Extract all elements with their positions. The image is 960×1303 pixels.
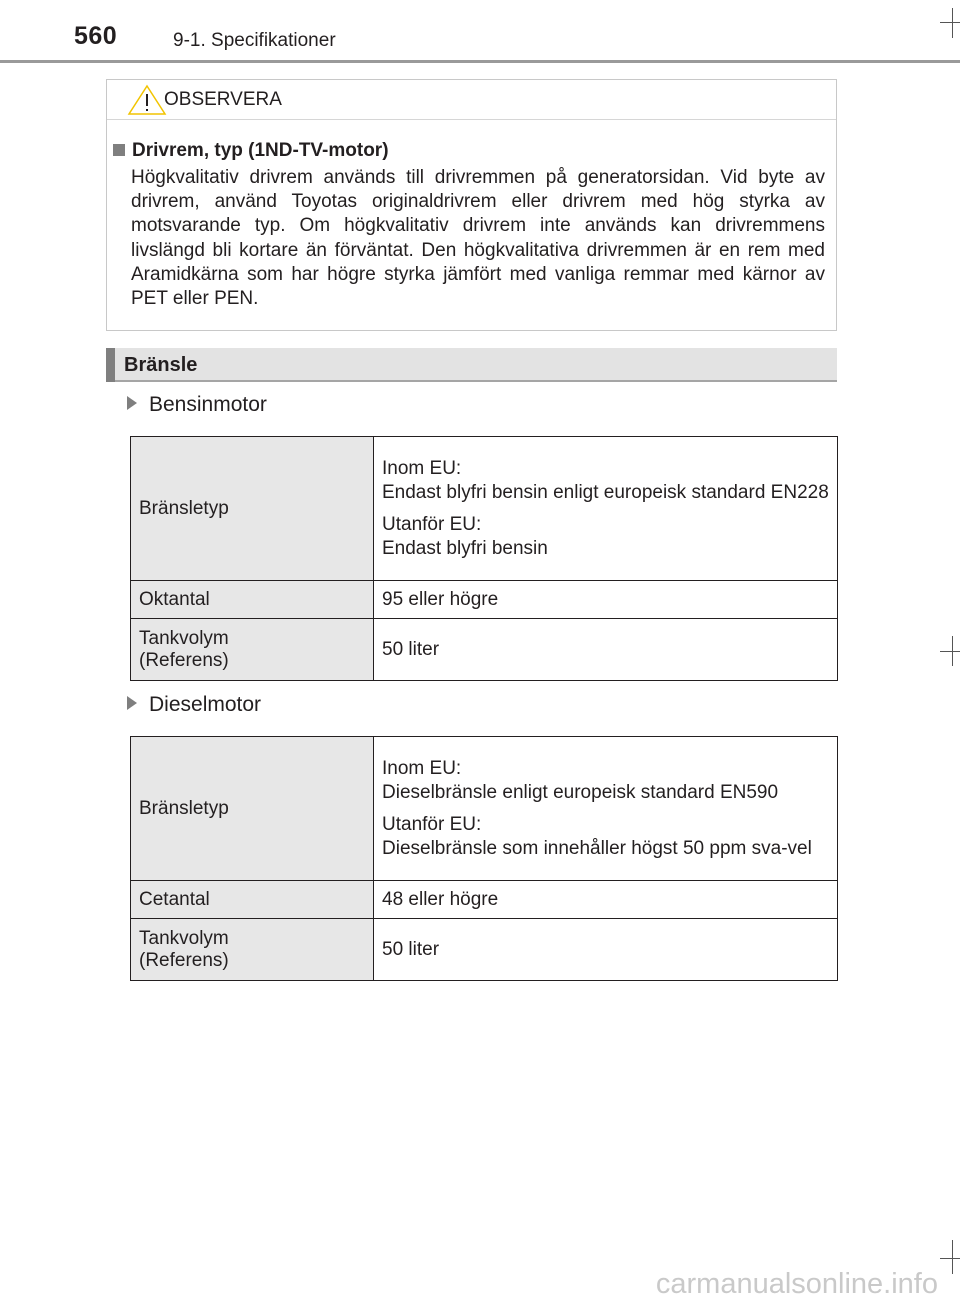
table-value: 50 liter xyxy=(374,619,838,681)
table-value xyxy=(374,437,838,581)
table-row xyxy=(131,737,838,881)
table-value: 95 eller högre xyxy=(374,581,838,619)
value-line: Dieselbränsle enligt europeisk standard EN590 xyxy=(382,781,779,803)
value-line: Endast blyfri bensin enligt europeisk standard EN228 xyxy=(382,481,829,503)
crop-mark xyxy=(940,22,960,23)
header-rule xyxy=(0,60,960,63)
value-line: Dieselbränsle som innehåller högst 50 ppm sva-vel xyxy=(382,837,812,859)
value-line: Inom EU: xyxy=(382,757,462,779)
value-line: Endast blyfri bensin xyxy=(382,537,548,559)
caution-box xyxy=(106,79,837,331)
table-row xyxy=(131,437,838,581)
subheading-diesel xyxy=(127,693,261,717)
table-row xyxy=(131,919,838,981)
value-line: Utanför EU: xyxy=(382,813,482,835)
table-value: 48 eller högre xyxy=(374,881,838,919)
section-title: 9-1. Specifikationer xyxy=(173,30,336,51)
subheading-petrol xyxy=(127,393,267,417)
subheading-diesel-text: Dieselmotor xyxy=(149,693,262,716)
subheading-petrol-text: Bensinmotor xyxy=(149,393,267,416)
table-key: Bränsletyp xyxy=(131,437,374,581)
page-header xyxy=(0,0,960,64)
table-row xyxy=(131,581,838,619)
triangle-bullet-icon xyxy=(127,696,137,710)
table-key: Tankvolym (Referens) xyxy=(131,619,374,681)
section-band xyxy=(106,348,837,382)
page-number: 560 xyxy=(74,22,118,50)
crop-mark xyxy=(940,651,960,652)
petrol-spec-table xyxy=(130,436,838,681)
band-accent xyxy=(106,348,115,382)
table-value: 50 liter xyxy=(374,919,838,981)
table-key: Cetantal xyxy=(131,881,374,919)
table-key: Bränsletyp xyxy=(131,737,374,881)
table-key: Oktantal xyxy=(131,581,374,619)
warning-triangle-icon xyxy=(127,84,167,116)
table-key: Tankvolym (Referens) xyxy=(131,919,374,981)
triangle-bullet-icon xyxy=(127,396,137,410)
table-value xyxy=(374,737,838,881)
caution-subtitle-text: Drivrem, typ (1ND-TV-motor) xyxy=(132,140,389,161)
table-row xyxy=(131,881,838,919)
table-row xyxy=(131,619,838,681)
caution-title: OBSERVERA xyxy=(164,89,282,110)
square-bullet-icon xyxy=(113,144,125,156)
value-line: Utanför EU: xyxy=(382,513,482,535)
caution-text: Högkvalitativ drivrem används till drivremmen på generatorsidan. Vid byte av drivrem, använd Toyotas originaldrivrem eller drivrem med hög styrka av motsvarande typ. Om högkvalitativ drivrem inte används kan drivremmens livslängd bli kortare än förväntat. Den högkvalitativa drivremmen är en rem med Aramidkärna som har högre styrka jämfört med vanliga remmar med kärnor av PET eller PEN. xyxy=(131,167,825,310)
diesel-spec-table xyxy=(130,736,838,981)
watermark: carmanualsonline.info xyxy=(655,1268,938,1300)
crop-mark xyxy=(952,1240,953,1274)
crop-mark xyxy=(940,1258,960,1259)
value-line: Inom EU: xyxy=(382,457,462,479)
caution-subtitle xyxy=(113,140,389,162)
section-band-title: Bränsle xyxy=(124,354,198,376)
crop-mark xyxy=(952,8,953,38)
caution-header xyxy=(107,80,836,120)
